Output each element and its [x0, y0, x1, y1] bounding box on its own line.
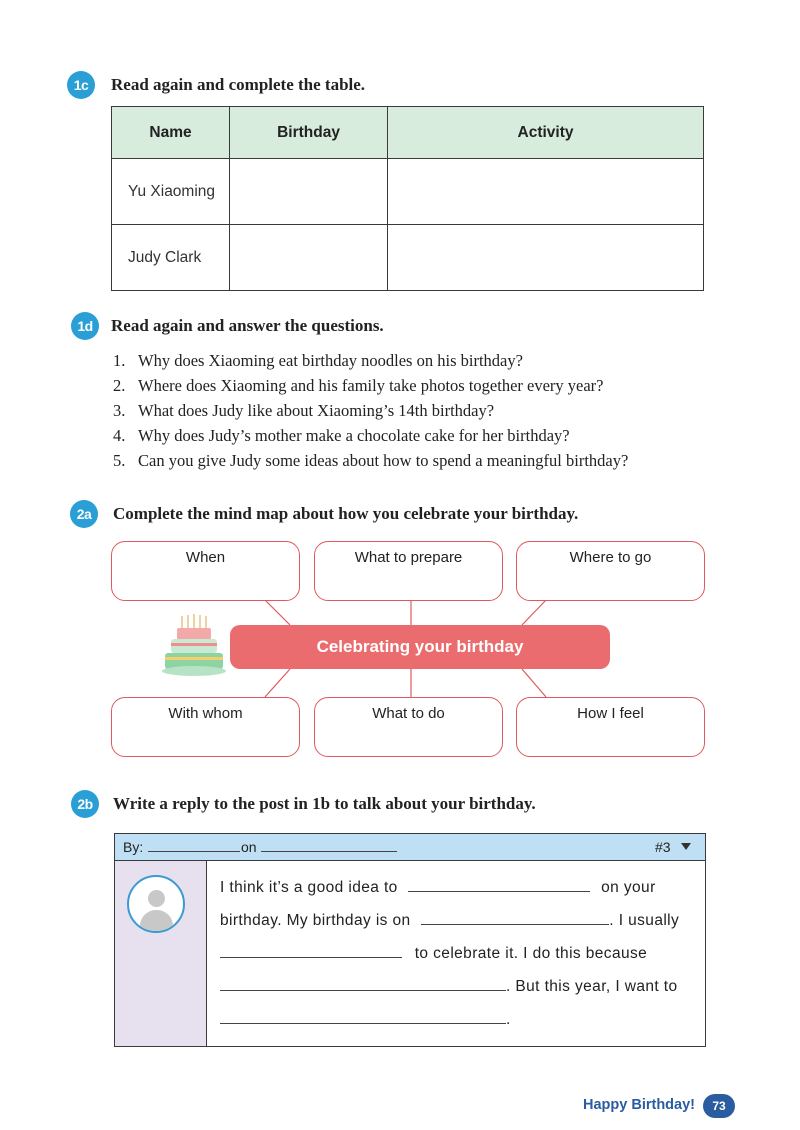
blank-line[interactable]	[220, 977, 506, 991]
post-line	[220, 1010, 690, 1043]
chevron-down-icon[interactable]	[681, 843, 691, 850]
post-text: on your	[601, 879, 656, 896]
table-header-name: Name	[112, 107, 230, 159]
blank-line[interactable]	[220, 1010, 506, 1024]
post-body	[220, 878, 690, 1043]
by-label: By:	[123, 839, 144, 855]
section-badge-1c: 1c	[67, 71, 95, 99]
question-number: 2.	[113, 376, 126, 395]
table-header-birthday: Birthday	[230, 107, 388, 159]
post-header	[115, 834, 705, 861]
blank-line[interactable]	[421, 911, 609, 925]
post-text: . But this year, I want to	[506, 978, 678, 995]
section-badge-2b: 2b	[71, 790, 99, 818]
post-text: . I usually	[609, 912, 680, 929]
blank-line[interactable]	[220, 944, 402, 958]
section-badge-1d: 1d	[71, 312, 99, 340]
table-cell-name: Yu Xiaoming	[112, 159, 230, 225]
post-sidebar	[115, 861, 207, 1046]
post-line	[220, 977, 690, 1010]
mind-map-center: Celebrating your birthday	[230, 625, 610, 669]
post-line	[220, 911, 690, 944]
mind-map-node-where-to-go[interactable]	[516, 541, 705, 601]
section-badge-2a: 2a	[70, 500, 98, 528]
question-number: 1.	[113, 351, 126, 370]
node-label: What to prepare	[354, 549, 463, 566]
blank-line[interactable]	[408, 878, 590, 892]
post-number: #3	[655, 839, 671, 855]
page-number: 73	[703, 1094, 735, 1118]
question-number: 3.	[113, 401, 126, 420]
birthday-cake-icon	[160, 610, 226, 680]
mind-map-node-what-to-do[interactable]	[314, 697, 503, 757]
node-label: With whom	[168, 705, 243, 722]
post-text: I think it’s a good idea to	[220, 879, 398, 896]
section-title-2b: Write a reply to the post in 1b to talk about your birthday.	[113, 794, 536, 813]
post-text: birthday. My birthday is on	[220, 912, 411, 929]
section-title-2a: Complete the mind map about how you celebrate your birthday.	[113, 504, 579, 523]
mind-map-node-what-to-prepare[interactable]	[314, 541, 503, 601]
on-label: on	[241, 839, 257, 855]
section-title-1c: Read again and complete the table.	[111, 75, 366, 94]
node-label: Where to go	[569, 549, 652, 566]
reply-post	[114, 833, 706, 1047]
node-label: What to do	[372, 705, 445, 722]
question-number: 4.	[113, 426, 126, 445]
node-label: How I feel	[577, 705, 644, 722]
post-line	[220, 944, 690, 977]
post-text: to celebrate it. I do this because	[414, 945, 648, 962]
question-text: What does Judy like about Xiaoming’s 14th birthday?	[138, 401, 495, 420]
question-text: Why does Judy’s mother make a chocolate cake for her birthday?	[138, 426, 570, 445]
on-blank[interactable]	[261, 838, 397, 852]
table-header-activity: Activity	[388, 107, 704, 159]
mind-map-node-with-whom[interactable]	[111, 697, 300, 757]
avatar-icon	[127, 875, 185, 933]
mind-map-node-when[interactable]	[111, 541, 300, 601]
question-text: Can you give Judy some ideas about how to spend a meaningful birthday?	[138, 451, 629, 470]
post-line	[220, 878, 690, 911]
node-label: When	[185, 549, 226, 566]
question-text: Where does Xiaoming and his family take photos together every year?	[138, 376, 604, 395]
table-cell-name: Judy Clark	[112, 225, 230, 291]
post-text: .	[506, 1011, 511, 1028]
by-blank[interactable]	[148, 838, 240, 852]
question-number: 5.	[113, 451, 126, 470]
question-text: Why does Xiaoming eat birthday noodles on his birthday?	[138, 351, 523, 370]
footer-unit-title: Happy Birthday!	[583, 1097, 695, 1113]
section-title-1d: Read again and answer the questions.	[111, 316, 384, 335]
mind-map-node-how-i-feel[interactable]	[516, 697, 705, 757]
